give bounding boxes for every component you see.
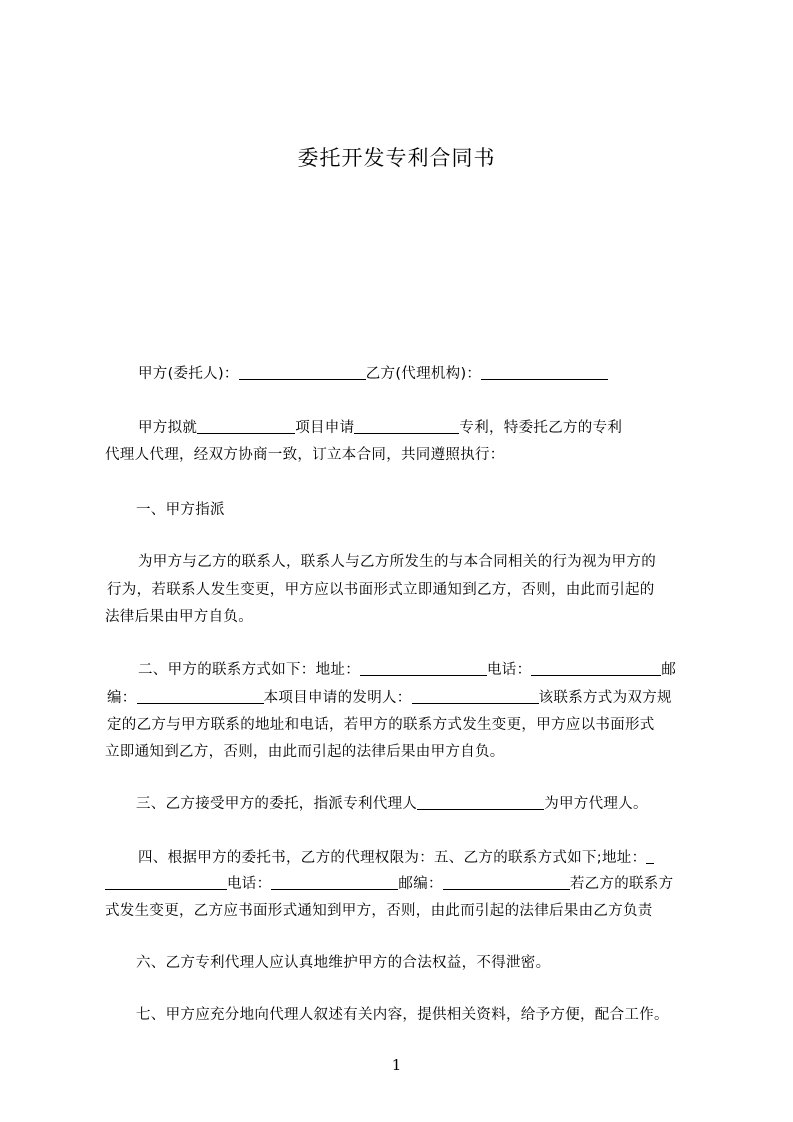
patent-type-blank[interactable] (354, 419, 459, 434)
party-a-phone-blank[interactable] (531, 661, 661, 676)
inventor-blank[interactable] (412, 689, 539, 704)
section-1-line-2: 行为，若联系人发生变更，甲方应以书面形式立即通知到乙方，否则，由此而引起的 (107, 582, 655, 598)
section-6: 六、乙方专利代理人应认真地维护甲方的合法权益，不得泄密。 (136, 955, 551, 971)
section-2-line-4: 立即通知到乙方，否则，由此而引起的法律后果由甲方自负。 (105, 744, 505, 760)
section-2-line-3: 定的乙方与甲方联系的地址和电话，若甲方的联系方式发生变更，甲方应以书面形式 (107, 717, 655, 733)
party-a-address-blank[interactable] (360, 661, 487, 676)
section-4-line-3: 式发生变更，乙方应书面形式通知到甲方，否则，由此而引起的法律后果由乙方负责 (105, 903, 653, 919)
party-b-address-blank-start[interactable] (646, 849, 654, 864)
section-7: 七、甲方应充分地向代理人叙述有关内容，提供相关资料，给予方便，配合工作。 (136, 1007, 669, 1023)
section-2-line-1: 二、甲方的联系方式如下：地址： 电话： 邮 (138, 662, 677, 678)
party-b-postcode-blank[interactable] (443, 875, 570, 890)
party-a-blank[interactable] (239, 365, 366, 380)
section-1-line-3: 法律后果由甲方自负。 (105, 609, 253, 625)
section-4-line-1: 四、根据甲方的委托书，乙方的代理权限为：五、乙方的联系方式如下;地址： (138, 846, 654, 867)
party-a-postcode-blank[interactable] (137, 689, 264, 704)
party-b-phone-blank[interactable] (271, 875, 398, 890)
party-b-blank[interactable] (481, 365, 608, 380)
section-2-line-2: 编： 本项目申请的发明人： 该联系方式为双方规 (107, 690, 672, 706)
document-title: 委托开发专利合同书 (297, 146, 496, 170)
project-blank[interactable] (197, 419, 295, 434)
section-4-line-2: 电话： 邮编： 若乙方的联系方 (105, 872, 673, 893)
intro-line-1: 甲方拟就 项目申请 专利，特委托乙方的专利 (138, 420, 623, 436)
intro-line-2: 代理人代理，经双方协商一致，订立本合同，共同遵照执行： (105, 447, 505, 463)
party-b-label: 乙方(代理机构)： (365, 366, 482, 382)
section-1-heading: 一、甲方指派 (136, 502, 225, 518)
section-3: 三、乙方接受甲方的委托，指派专利代理人 为甲方代理人。 (136, 796, 648, 812)
party-a-label: 甲方(委托人)： (138, 366, 239, 382)
parties-line (138, 362, 608, 383)
agent-name-blank[interactable] (417, 795, 544, 810)
page-number: 1 (391, 1056, 402, 1074)
section-1-line-1: 为甲方与乙方的联系人，联系人与乙方所发生的与本合同相关的行为视为甲方的 (138, 554, 656, 570)
party-b-address-blank[interactable] (105, 875, 227, 890)
